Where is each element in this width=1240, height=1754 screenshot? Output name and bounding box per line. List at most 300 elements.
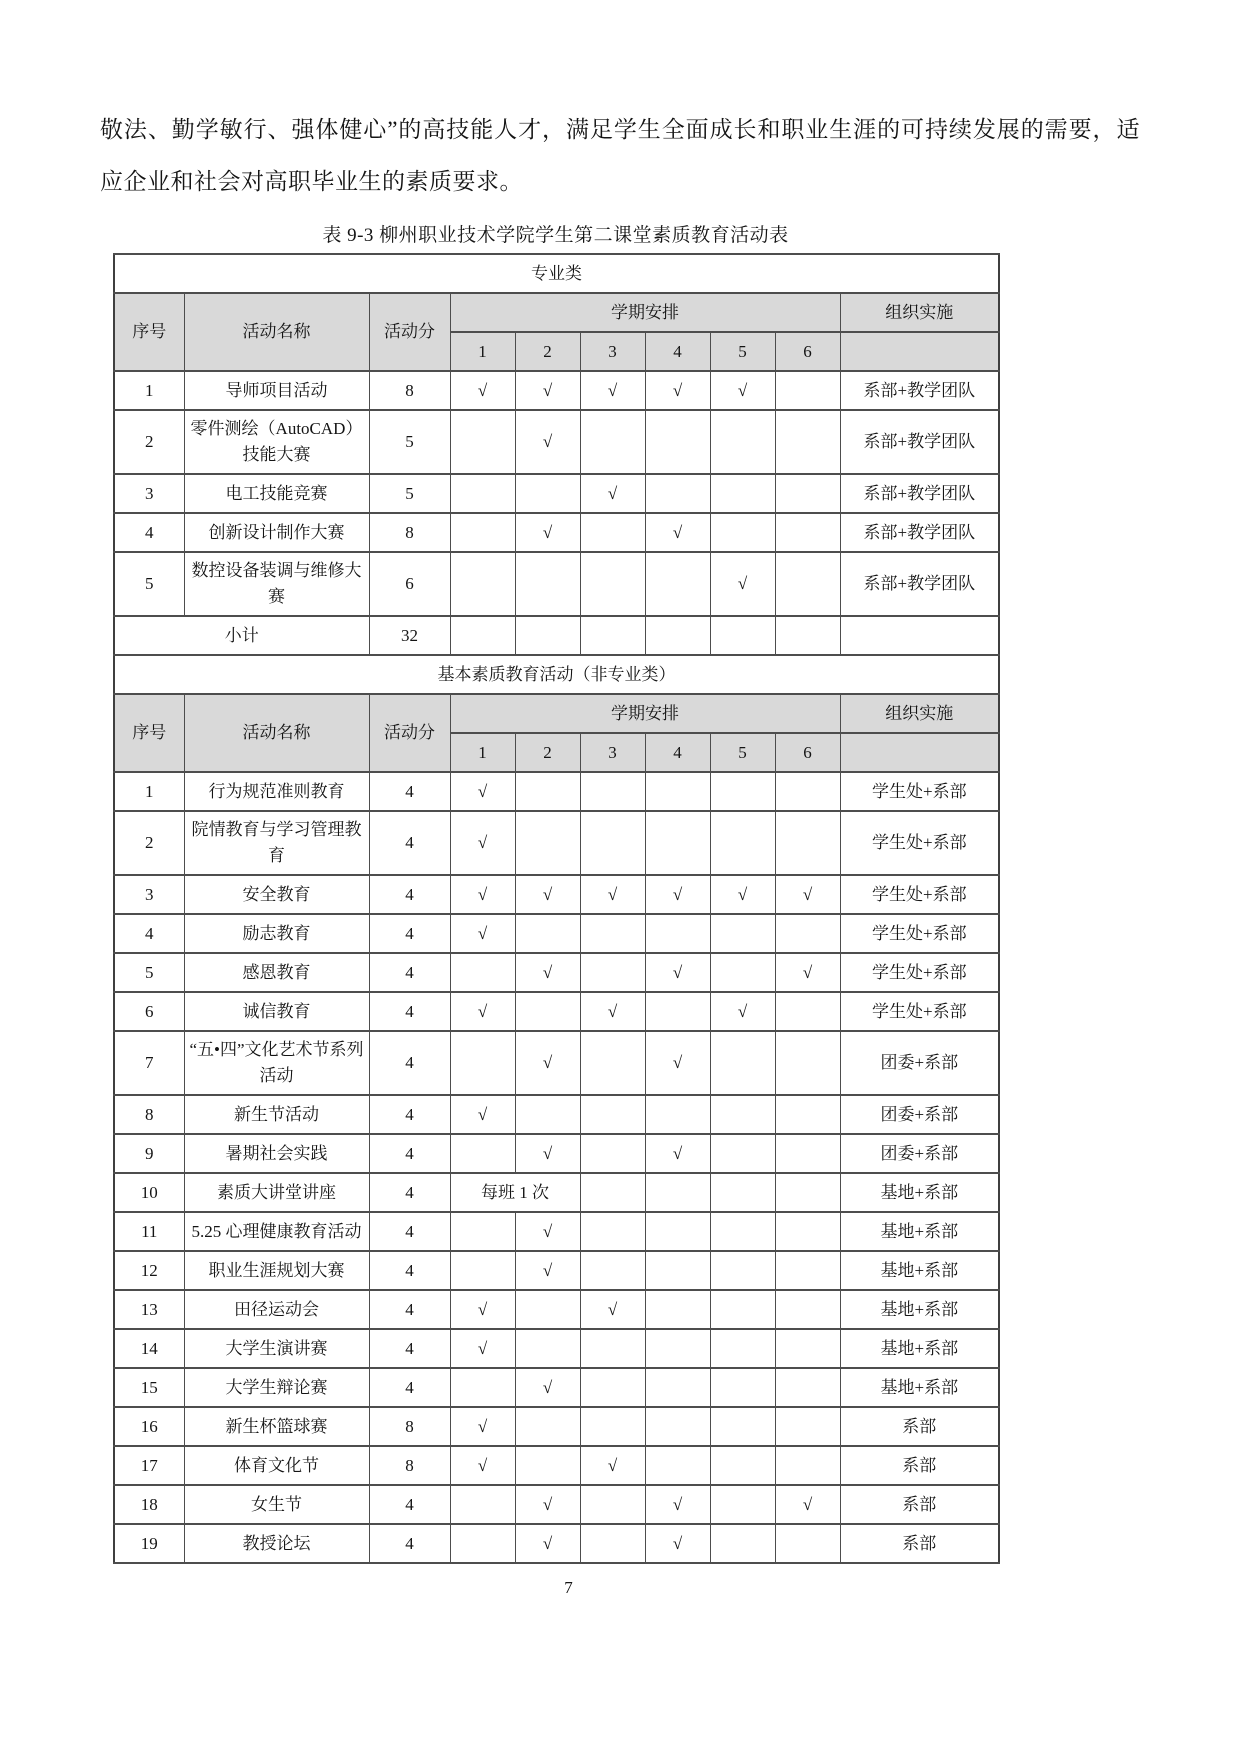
semester-empty-cell [450,1031,515,1095]
row-seq-cell: 1 [114,772,184,811]
semester-check-cell: √ [515,1524,580,1563]
header-organization-sub [840,332,999,371]
semester-check-cell: √ [515,1212,580,1251]
row-name-cell: 行为规范准则教育 [184,772,369,811]
table-row [114,1368,999,1407]
semester-empty-cell [710,953,775,992]
semester-empty-cell [580,410,645,474]
row-org-cell: 学生处+系部 [840,914,999,953]
semester-check-cell: √ [645,1524,710,1563]
semester-empty-cell [775,1446,840,1485]
semester-empty-cell [580,914,645,953]
semester-check-cell: √ [645,1485,710,1524]
table-row [114,1524,999,1563]
header-semester-1: 1 [450,332,515,371]
table-row [114,1134,999,1173]
row-points-cell: 4 [369,1368,450,1407]
semester-empty-cell [710,1290,775,1329]
semester-empty-cell [450,1212,515,1251]
row-name-cell: 素质大讲堂讲座 [184,1173,369,1212]
row-org-cell: 团委+系部 [840,1095,999,1134]
semester-empty-cell [710,410,775,474]
semester-empty-cell [515,772,580,811]
semester-check-cell: √ [450,992,515,1031]
semester-empty-cell [580,1095,645,1134]
row-name-cell: 院情教育与学习管理教育 [184,811,369,875]
semester-empty-cell [775,914,840,953]
row-org-cell: 系部 [840,1524,999,1563]
row-name-cell: 大学生演讲赛 [184,1329,369,1368]
semester-empty-cell [710,1446,775,1485]
header-semester-3: 3 [580,332,645,371]
semester-check-cell: √ [450,1290,515,1329]
row-org-cell: 基地+系部 [840,1173,999,1212]
semester-check-cell: √ [450,811,515,875]
semester-empty-cell [580,552,645,616]
table-row [114,1173,999,1212]
semester-empty-cell [450,474,515,513]
row-seq-cell: 19 [114,1524,184,1563]
semester-empty-cell [645,1173,710,1212]
semester-empty-cell [710,1134,775,1173]
row-org-cell: 系部+教学团队 [840,410,999,474]
row-points-cell: 4 [369,1134,450,1173]
semester-empty-cell [710,513,775,552]
row-points-cell: 8 [369,1407,450,1446]
table-row [114,1212,999,1251]
row-name-cell: 大学生辩论赛 [184,1368,369,1407]
semester-empty-cell [450,953,515,992]
semester-empty-cell [515,1095,580,1134]
header-activity-points: 活动分 [369,694,450,772]
semester-empty-cell [775,371,840,410]
header-semester-1: 1 [450,733,515,772]
subtotal-row [114,616,999,655]
semester-empty-cell [710,811,775,875]
semester-empty-cell [645,772,710,811]
row-name-cell: 数控设备装调与维修大赛 [184,552,369,616]
semester-empty-cell [580,811,645,875]
row-points-cell: 4 [369,992,450,1031]
semester-empty-cell [775,1251,840,1290]
row-seq-cell: 6 [114,992,184,1031]
header-organization: 组织实施 [840,694,999,733]
semester-empty-cell [775,1368,840,1407]
header-semester-3: 3 [580,733,645,772]
semester-note-cell: 每班 1 次 [450,1173,580,1212]
semester-check-cell: √ [580,1446,645,1485]
row-org-cell: 团委+系部 [840,1031,999,1095]
row-points-cell: 8 [369,513,450,552]
semester-check-cell: √ [515,513,580,552]
row-seq-cell: 2 [114,410,184,474]
semester-empty-cell [450,1485,515,1524]
row-name-cell: 新生节活动 [184,1095,369,1134]
section-title: 基本素质教育活动（非专业类） [114,655,999,694]
row-seq-cell: 18 [114,1485,184,1524]
semester-check-cell: √ [710,371,775,410]
semester-check-cell: √ [450,371,515,410]
semester-check-cell: √ [580,875,645,914]
row-name-cell: 安全教育 [184,875,369,914]
semester-empty-cell [775,1290,840,1329]
header-seq: 序号 [114,694,184,772]
table-row [114,811,999,875]
row-seq-cell: 9 [114,1134,184,1173]
table-row [114,953,999,992]
row-points-cell: 4 [369,811,450,875]
row-name-cell: 体育文化节 [184,1446,369,1485]
semester-empty-cell [710,914,775,953]
semester-check-cell: √ [515,1485,580,1524]
row-org-cell: 系部 [840,1485,999,1524]
row-org-cell: 系部+教学团队 [840,552,999,616]
table-row [114,1446,999,1485]
row-points-cell: 4 [369,953,450,992]
semester-empty-cell [775,1329,840,1368]
table-caption: 表 9-3 柳州职业技术学院学生第二课堂素质教育活动表 [322,225,789,246]
semester-empty-cell [775,1212,840,1251]
semester-empty-cell [775,552,840,616]
header-activity-name: 活动名称 [184,293,369,371]
semester-empty-cell [775,1407,840,1446]
semester-empty-cell [515,552,580,616]
row-org-cell: 系部+教学团队 [840,371,999,410]
row-name-cell: “五•四”文化艺术节系列活动 [184,1031,369,1095]
semester-check-cell: √ [450,1407,515,1446]
table-row [114,1031,999,1095]
semester-check-cell: √ [450,914,515,953]
semester-empty-cell [580,1134,645,1173]
header-semester-6: 6 [775,733,840,772]
row-seq-cell: 3 [114,875,184,914]
row-org-cell: 学生处+系部 [840,953,999,992]
header-row-main [114,694,999,733]
semester-empty-cell [645,552,710,616]
row-seq-cell: 8 [114,1095,184,1134]
header-semester-6: 6 [775,332,840,371]
semester-check-cell: √ [645,953,710,992]
section-title-row [114,655,999,694]
semester-empty-cell [710,1095,775,1134]
header-seq: 序号 [114,293,184,371]
semester-empty-cell [580,513,645,552]
row-org-cell: 基地+系部 [840,1251,999,1290]
semester-empty-cell [450,410,515,474]
row-points-cell: 4 [369,1173,450,1212]
header-semester-2: 2 [515,733,580,772]
row-name-cell: 励志教育 [184,914,369,953]
semester-check-cell: √ [645,371,710,410]
row-points-cell: 4 [369,1524,450,1563]
semester-empty-cell [580,1407,645,1446]
semester-empty-cell [645,1290,710,1329]
semester-check-cell: √ [515,1134,580,1173]
semester-empty-cell [710,1031,775,1095]
row-points-cell: 4 [369,1212,450,1251]
row-org-cell [840,616,999,655]
semester-check-cell: √ [515,875,580,914]
semester-empty-cell [775,1173,840,1212]
row-seq-cell: 17 [114,1446,184,1485]
semester-empty-cell [645,811,710,875]
semester-empty-cell [775,772,840,811]
row-points-cell: 4 [369,914,450,953]
semester-empty-cell [580,1368,645,1407]
row-points-cell: 4 [369,1290,450,1329]
row-seq-cell: 13 [114,1290,184,1329]
table-container [113,220,998,1598]
semester-check-cell: √ [515,1251,580,1290]
semester-empty-cell [450,513,515,552]
table-row [114,1485,999,1524]
semester-check-cell: √ [450,1329,515,1368]
row-name-cell: 田径运动会 [184,1290,369,1329]
semester-empty-cell [580,1485,645,1524]
table-row [114,875,999,914]
row-points-cell: 6 [369,552,450,616]
semester-empty-cell [710,1329,775,1368]
header-semester-5: 5 [710,332,775,371]
semester-empty-cell [450,1524,515,1563]
semester-empty-cell [775,513,840,552]
row-points-cell: 5 [369,474,450,513]
semester-empty-cell [515,1407,580,1446]
header-semester-plan: 学期安排 [450,694,840,733]
row-org-cell: 系部+教学团队 [840,513,999,552]
semester-empty-cell [710,1407,775,1446]
row-points-cell: 5 [369,410,450,474]
semester-empty-cell [515,1329,580,1368]
semester-check-cell: √ [580,1290,645,1329]
header-semester-2: 2 [515,332,580,371]
semester-empty-cell [645,616,710,655]
row-org-cell: 基地+系部 [840,1212,999,1251]
table-row [114,513,999,552]
semester-empty-cell [710,1212,775,1251]
semester-empty-cell [710,1485,775,1524]
table-row [114,1290,999,1329]
semester-empty-cell [580,1173,645,1212]
row-seq-cell: 10 [114,1173,184,1212]
table-row [114,1407,999,1446]
row-name-cell: 诚信教育 [184,992,369,1031]
semester-check-cell: √ [515,1031,580,1095]
header-organization-sub [840,733,999,772]
semester-empty-cell [580,1329,645,1368]
semester-check-cell: √ [450,772,515,811]
semester-empty-cell [710,772,775,811]
row-org-cell: 学生处+系部 [840,992,999,1031]
semester-empty-cell [775,811,840,875]
section-title: 专业类 [114,254,999,293]
semester-empty-cell [775,410,840,474]
row-seq-cell: 2 [114,811,184,875]
row-org-cell: 基地+系部 [840,1368,999,1407]
semester-empty-cell [710,1251,775,1290]
table-row [114,552,999,616]
row-seq-cell: 3 [114,474,184,513]
semester-check-cell: √ [645,875,710,914]
row-seq-cell: 4 [114,914,184,953]
header-semester-5: 5 [710,733,775,772]
semester-empty-cell [580,616,645,655]
table-row [114,1095,999,1134]
semester-check-cell: √ [710,992,775,1031]
semester-empty-cell [645,410,710,474]
row-points-cell: 4 [369,1485,450,1524]
semester-check-cell: √ [515,410,580,474]
table-row [114,474,999,513]
semester-empty-cell [515,1446,580,1485]
row-seq-cell: 15 [114,1368,184,1407]
semester-empty-cell [645,1251,710,1290]
semester-empty-cell [645,992,710,1031]
semester-empty-cell [645,1368,710,1407]
row-seq-cell: 11 [114,1212,184,1251]
header-row-main [114,293,999,332]
table-row [114,914,999,953]
table-row [114,410,999,474]
semester-empty-cell [450,1251,515,1290]
semester-empty-cell [775,616,840,655]
activity-table [113,253,1000,1564]
semester-empty-cell [710,616,775,655]
semester-empty-cell [580,1212,645,1251]
row-points-cell: 4 [369,772,450,811]
subtotal-points-cell: 32 [369,616,450,655]
table-row [114,371,999,410]
semester-empty-cell [645,1212,710,1251]
row-seq-cell: 1 [114,371,184,410]
row-org-cell: 系部 [840,1407,999,1446]
row-name-cell: 5.25 心理健康教育活动 [184,1212,369,1251]
header-semester-4: 4 [645,332,710,371]
semester-empty-cell [515,474,580,513]
header-semester-plan: 学期安排 [450,293,840,332]
semester-empty-cell [710,474,775,513]
semester-empty-cell [710,1524,775,1563]
body-paragraph: 敬法、勤学敏行、强体健心”的高技能人才，满足学生全面成长和职业生涯的可持续发展的需要，适应企业和社会对高职毕业生的素质要求。 [100,117,1140,194]
row-points-cell: 4 [369,875,450,914]
row-org-cell: 系部 [840,1446,999,1485]
semester-check-cell: √ [645,1031,710,1095]
semester-check-cell: √ [580,474,645,513]
row-name-cell: 导师项目活动 [184,371,369,410]
subtotal-label-cell: 小计 [114,616,369,655]
semester-empty-cell [515,616,580,655]
row-name-cell: 感恩教育 [184,953,369,992]
row-seq-cell: 12 [114,1251,184,1290]
row-points-cell: 8 [369,1446,450,1485]
row-seq-cell: 7 [114,1031,184,1095]
row-org-cell: 基地+系部 [840,1290,999,1329]
semester-check-cell: √ [515,1368,580,1407]
semester-check-cell: √ [710,552,775,616]
header-organization: 组织实施 [840,293,999,332]
row-org-cell: 系部+教学团队 [840,474,999,513]
section-title-row [114,254,999,293]
row-points-cell: 4 [369,1031,450,1095]
semester-empty-cell [645,1446,710,1485]
semester-empty-cell [515,992,580,1031]
row-seq-cell: 14 [114,1329,184,1368]
semester-check-cell: √ [645,1134,710,1173]
row-points-cell: 4 [369,1251,450,1290]
row-name-cell: 女生节 [184,1485,369,1524]
row-name-cell: 零件测绘（AutoCAD）技能大赛 [184,410,369,474]
semester-empty-cell [580,1524,645,1563]
semester-check-cell: √ [645,513,710,552]
semester-empty-cell [645,1329,710,1368]
semester-empty-cell [710,1368,775,1407]
semester-empty-cell [515,811,580,875]
semester-empty-cell [580,772,645,811]
semester-empty-cell [775,992,840,1031]
semester-check-cell: √ [775,953,840,992]
semester-empty-cell [580,1251,645,1290]
page-number: 7 [564,1578,573,1597]
row-points-cell: 4 [369,1095,450,1134]
semester-empty-cell [645,1407,710,1446]
semester-empty-cell [775,1095,840,1134]
header-activity-name: 活动名称 [184,694,369,772]
header-activity-points: 活动分 [369,293,450,371]
row-org-cell: 学生处+系部 [840,811,999,875]
semester-empty-cell [645,914,710,953]
row-seq-cell: 5 [114,552,184,616]
semester-check-cell: √ [580,992,645,1031]
semester-empty-cell [450,1134,515,1173]
table-row [114,772,999,811]
semester-check-cell: √ [710,875,775,914]
semester-empty-cell [775,1031,840,1095]
row-org-cell: 团委+系部 [840,1134,999,1173]
semester-empty-cell [515,914,580,953]
row-seq-cell: 16 [114,1407,184,1446]
semester-empty-cell [450,1368,515,1407]
semester-check-cell: √ [450,1446,515,1485]
row-points-cell: 4 [369,1329,450,1368]
semester-check-cell: √ [515,953,580,992]
row-org-cell: 基地+系部 [840,1329,999,1368]
semester-empty-cell [645,1095,710,1134]
row-name-cell: 创新设计制作大赛 [184,513,369,552]
semester-check-cell: √ [450,1095,515,1134]
semester-check-cell: √ [775,1485,840,1524]
table-row [114,1329,999,1368]
semester-empty-cell [515,1290,580,1329]
semester-empty-cell [775,1524,840,1563]
semester-empty-cell [580,1031,645,1095]
semester-empty-cell [710,1173,775,1212]
semester-empty-cell [450,552,515,616]
semester-check-cell: √ [775,875,840,914]
row-name-cell: 新生杯篮球赛 [184,1407,369,1446]
row-seq-cell: 5 [114,953,184,992]
semester-empty-cell [580,953,645,992]
table-row [114,992,999,1031]
semester-empty-cell [450,616,515,655]
row-org-cell: 学生处+系部 [840,772,999,811]
semester-empty-cell [645,474,710,513]
semester-check-cell: √ [515,371,580,410]
row-name-cell: 暑期社会实践 [184,1134,369,1173]
table-row [114,1251,999,1290]
row-org-cell: 学生处+系部 [840,875,999,914]
semester-empty-cell [775,474,840,513]
row-name-cell: 电工技能竞赛 [184,474,369,513]
